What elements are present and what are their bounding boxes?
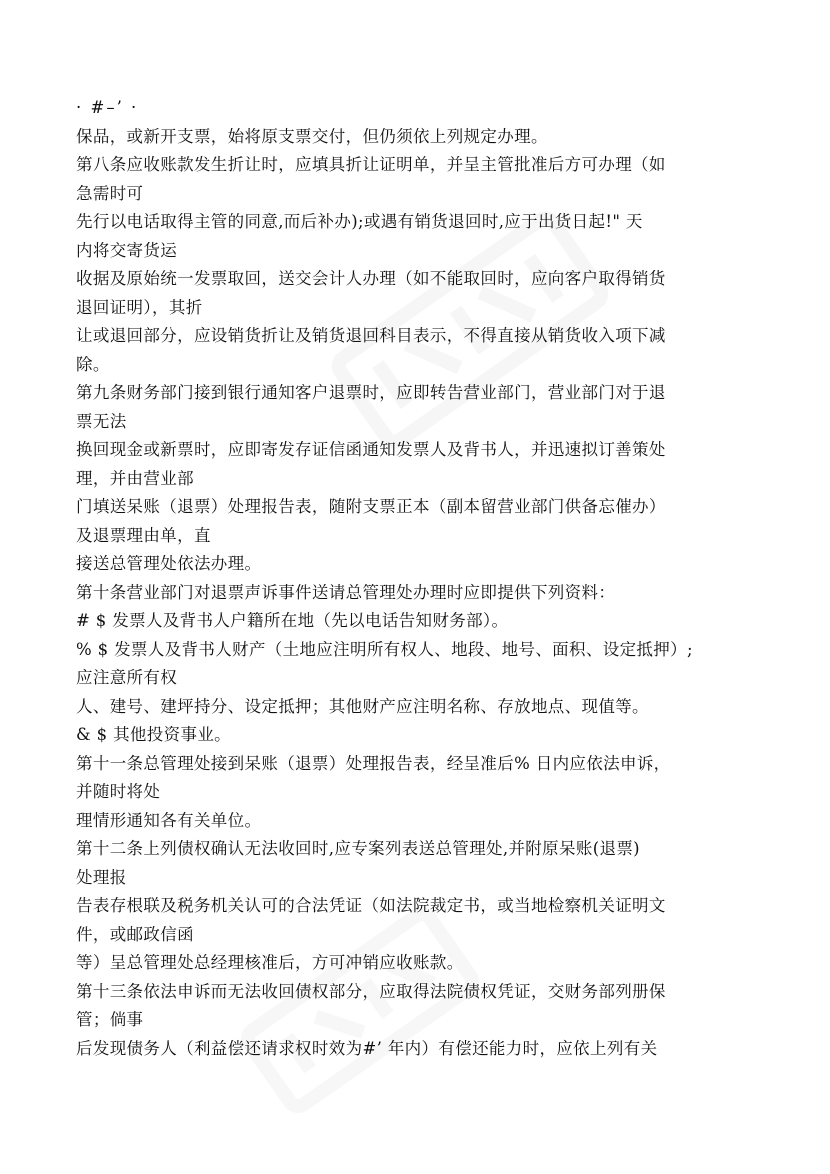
text-line: 件，或邮政信函 (76, 924, 194, 944)
text-line: 接送总管理处依法办理。 (76, 554, 262, 573)
text-line: 应注意所有权 (76, 668, 178, 687)
text-line: 及退票理由单，直 (76, 525, 211, 545)
text-line: 门填送呆账（退票）处理报告表，随附支票正本（副本留营业部门供备忘催办） (76, 497, 666, 516)
text-line: 收据及原始统一发票取回，送交会计人办理（如不能取回时，应向客户取得销货 (76, 269, 666, 288)
text-line: 让或退回部分，应设销货折让及销货退回科目表示，不得直接从销货收入项下减 (76, 326, 666, 345)
text-line: % $ 发票人及背书人财产（土地应注明所有权人、地段、地号、面积、设定抵押）; (76, 639, 693, 659)
text-line: 内将交寄货运 (76, 240, 178, 260)
text-line: 第八条应收账款发生折让时，应填具折让证明单，并呈主管批准后方可办理（如 (76, 155, 666, 174)
text-line: 票无法 (76, 411, 127, 431)
text-line: 告表存根联及税务机关认可的合法凭证（如法院裁定书，或当地检察机关证明文 (76, 896, 666, 915)
text-line: 人、建号、建坪持分、设定抵押；其他财产应注明名称、存放地点、现值等。 (76, 696, 649, 716)
text-line: 等）呈总管理处总经理核准后，方可冲销应收账款。 (76, 953, 464, 972)
text-line: 第九条财务部门接到银行通知客户退票时，应即转告营业部门，营业部门对于退 (76, 383, 666, 402)
text-line: 换回现金或新票时，应即寄发存证信函通知发票人及背书人，并迅速拟订善策处 (76, 440, 666, 459)
page-header-marker: · #–’ · (76, 98, 139, 117)
text-line: 第十三条依法申诉而无法收回债权部分，应取得法院债权凭证，交财务部列册保 (76, 981, 666, 1001)
text-line: 理，并由营业部 (76, 468, 194, 488)
text-line: 第十一条总管理处接到呆账（退票）处理报告表，经呈准后% 日内应依法申诉， (76, 753, 671, 773)
text-line: 急需时可 (76, 183, 144, 203)
text-line: 除。 (76, 354, 110, 374)
text-line: 退回证明），其折 (76, 297, 203, 317)
text-line: 第十条营业部门对退票声诉事件送请总管理处办理时应即提供下列资料： (76, 582, 616, 602)
text-line: 第十二条上列债权确认无法收回时,应专案列表送总管理处,并附原呆账(退票) (76, 839, 640, 858)
text-line: 后发现债务人（利益偿还请求权时效为#’ 年内）有偿还能力时，应依上列有关 (76, 1038, 658, 1058)
text-line: # $ 发票人及背书人户籍所在地（先以电话告知财务部）。 (76, 611, 509, 630)
text-line: 先行以电话取得主管的同意,而后补办);或遇有销货退回时,应于出货日起!" 天 (76, 212, 643, 231)
text-line: & $ 其他投资事业。 (76, 725, 232, 744)
text-line: 管；倘事 (76, 1010, 144, 1029)
document-body (76, 94, 776, 1063)
text-line: 并随时将处 (76, 782, 161, 801)
text-line: 保品，或新开支票，始将原支票交付，但仍须依上列规定办理。 (76, 126, 548, 146)
text-line: 处理报 (76, 867, 127, 887)
text-line: 理情形通知各有关单位。 (76, 810, 262, 830)
